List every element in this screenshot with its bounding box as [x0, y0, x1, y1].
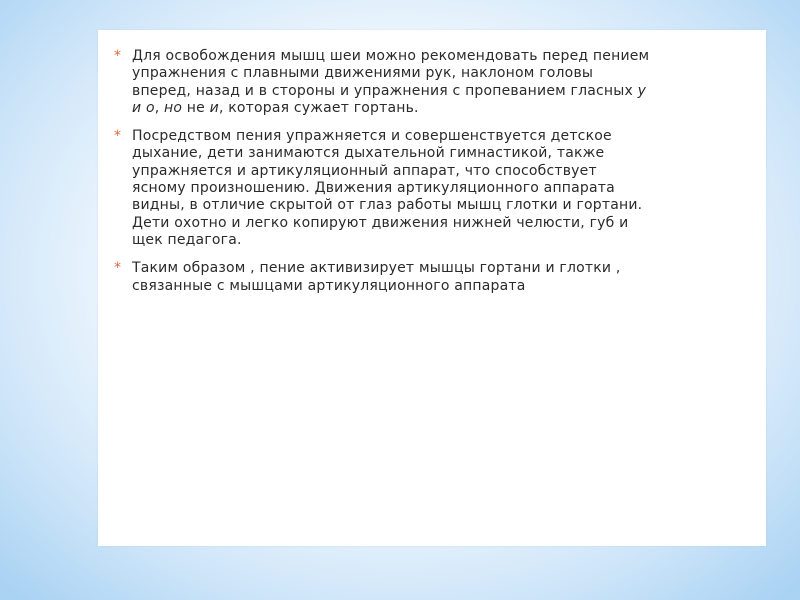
bullet-item-3 — [108, 260, 653, 295]
bullet-text-segment: , которая сужает гортань. — [218, 99, 419, 116]
bullet-marker-icon: * — [114, 48, 122, 64]
bullet-text-segment: не — [182, 99, 210, 116]
vowel-italic: и — [209, 99, 219, 116]
bullet-text — [132, 48, 649, 116]
bullet-text-segment: Для освобождения мышц шеи можно рекомендовать перед пением упражнения с плавными движениями рук, наклоном головы вперед, назад и в стороны и упражнения с пропеванием гласных — [132, 48, 650, 99]
bullet-marker-icon: * — [114, 128, 122, 145]
bullet-item-2 — [108, 128, 653, 249]
bullet-text-segment: , — [154, 99, 165, 116]
bullet-list — [108, 48, 653, 306]
vowel-italic: у и о — [132, 82, 647, 116]
conjunction-italic: но — [164, 99, 183, 116]
bullet-marker-icon: * — [114, 260, 122, 277]
bullet-text: Таким образом , пение активизирует мышцы гортани и глотки , связанные с мышцами артикуляционного аппарата — [132, 260, 621, 294]
bullet-item-1 — [108, 48, 653, 117]
bullet-text: Посредством пения упражняется и совершенствуется детское дыхание, дети занимаются дыхательной гимнастикой, также упражняется и артикуляционный аппарат, что способствует ясному произношению. Движения артикуляционного аппарата видны, в отличие скрытой от глаз работы мышц глотки и гортани. Дети охотно и легко копируют движения нижней челюсти, губ и щек педагога. — [132, 128, 643, 248]
